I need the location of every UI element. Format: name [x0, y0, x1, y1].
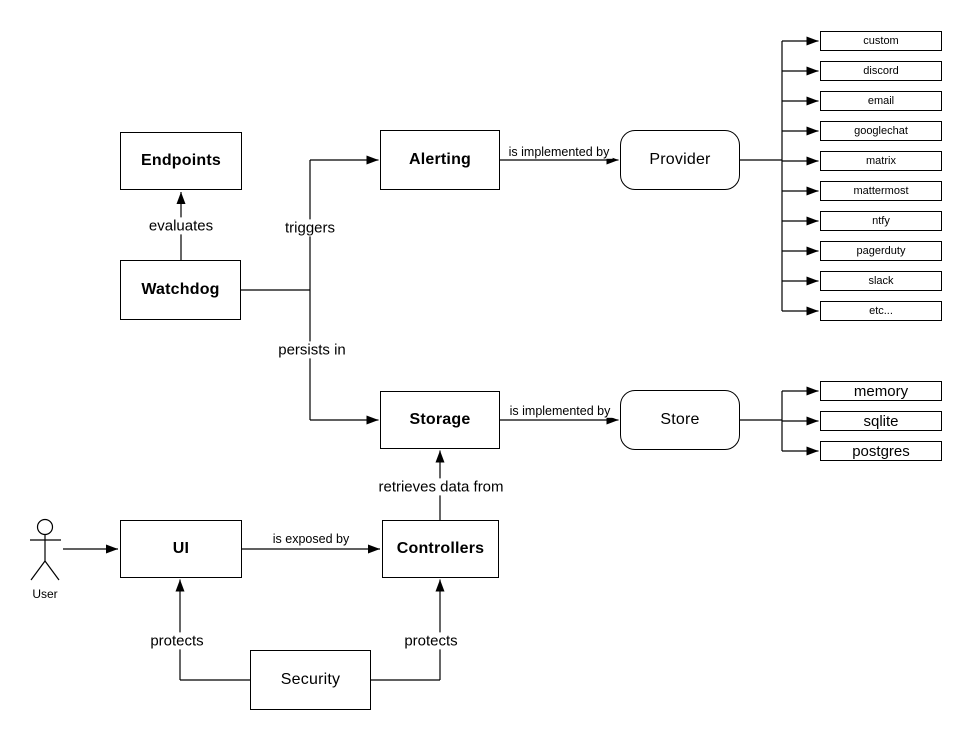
node-store: Store [620, 390, 740, 450]
provider-item-custom: custom [820, 31, 942, 51]
provider-item-pagerduty: pagerduty [820, 241, 942, 261]
edge-label-alerting-implemented-by: is implemented by [506, 145, 613, 159]
user-actor-label: User [32, 587, 58, 601]
edge-label-persists-in: persists in [275, 341, 349, 358]
edge-label-triggers: triggers [282, 219, 338, 236]
edge-label-evaluates: evaluates [146, 217, 216, 234]
store-item-postgres: postgres [820, 441, 942, 461]
edge-label-is-exposed-by: is exposed by [270, 532, 352, 546]
store-item-sqlite: sqlite [820, 411, 942, 431]
provider-item-googlechat: googlechat [820, 121, 942, 141]
edge-label-protects-ui: protects [147, 632, 206, 649]
edge-label-protects-controllers: protects [401, 632, 460, 649]
node-security: Security [250, 650, 371, 710]
edge-label-retrieves-data-from: retrieves data from [375, 478, 506, 495]
provider-item-ntfy: ntfy [820, 211, 942, 231]
provider-item-email: email [820, 91, 942, 111]
provider-item-matrix: matrix [820, 151, 942, 171]
node-storage: Storage [380, 391, 500, 449]
provider-item-etc: etc... [820, 301, 942, 321]
provider-item-slack: slack [820, 271, 942, 291]
store-item-memory: memory [820, 381, 942, 401]
node-alerting: Alerting [380, 130, 500, 190]
node-controllers: Controllers [382, 520, 499, 578]
provider-item-discord: discord [820, 61, 942, 81]
user-actor-icon [30, 520, 61, 581]
node-ui: UI [120, 520, 242, 578]
provider-item-mattermost: mattermost [820, 181, 942, 201]
node-provider: Provider [620, 130, 740, 190]
node-watchdog: Watchdog [120, 260, 241, 320]
node-endpoints: Endpoints [120, 132, 242, 190]
edge-label-storage-implemented-by: is implemented by [507, 404, 614, 418]
